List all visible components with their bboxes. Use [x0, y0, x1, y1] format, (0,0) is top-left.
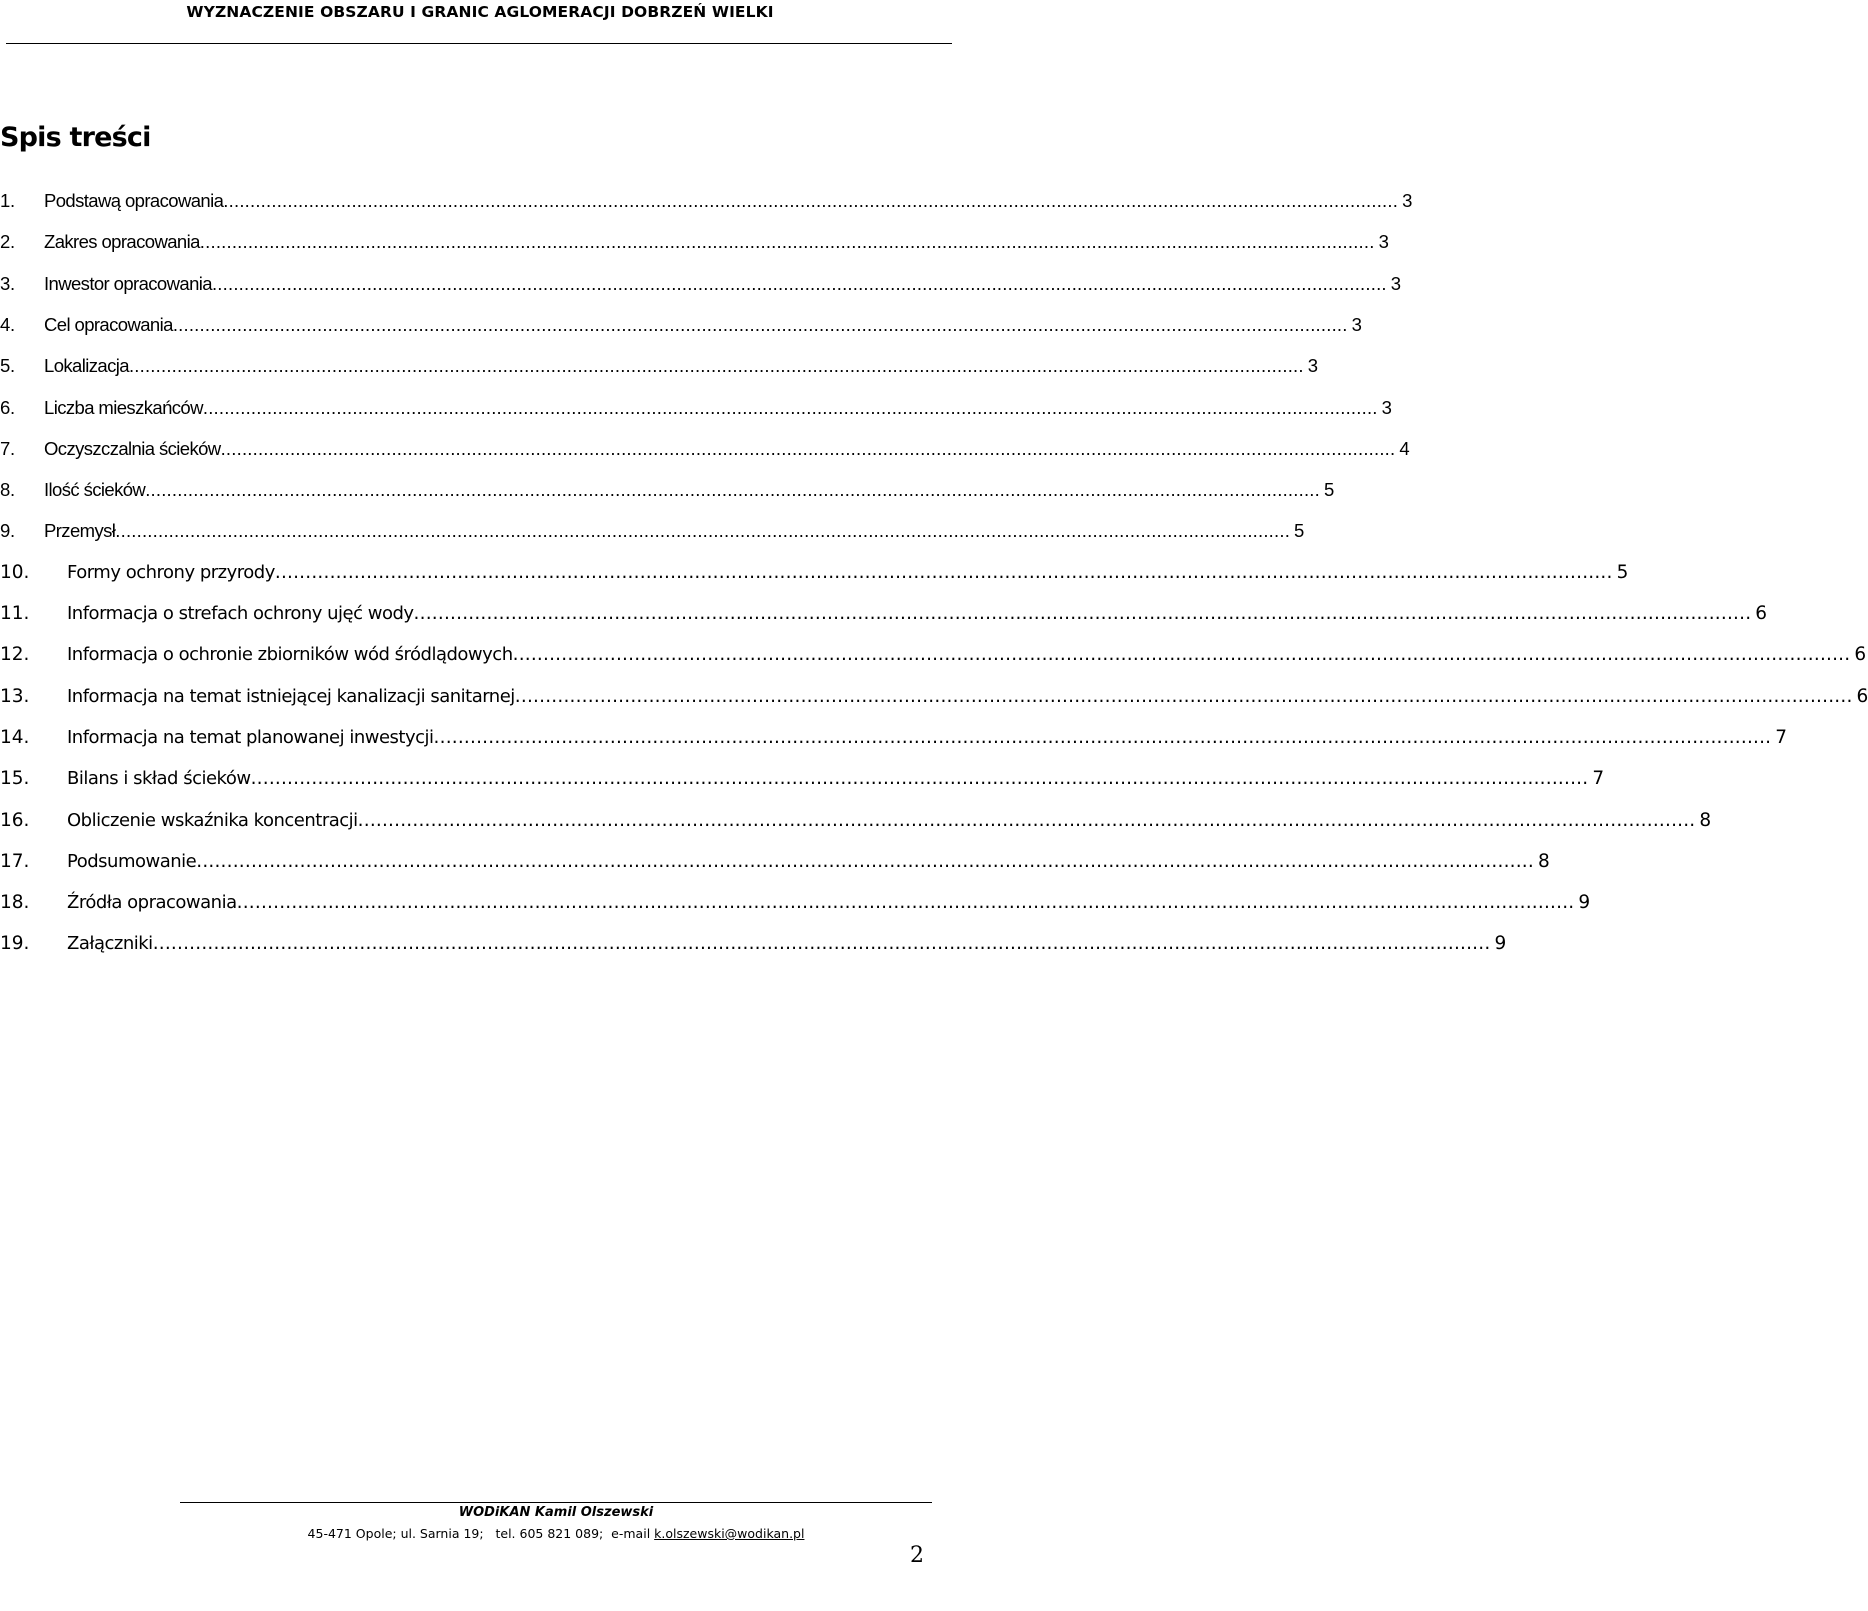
toc-entry-number: 10. — [0, 561, 30, 583]
toc-entry-title: Inwestor opracowania — [44, 272, 212, 294]
toc-heading: Spis treści — [0, 122, 151, 153]
header-divider — [6, 43, 952, 44]
toc-dot-leader: ............................................................................................................................................................................................................................ — [250, 768, 1589, 790]
toc-dot-leader: ............................................................................................................................................................................................................................ — [145, 479, 1320, 501]
toc-entry[interactable] — [0, 685, 1868, 722]
toc-entry-title: Ilość ścieków — [44, 479, 146, 501]
toc-dot-leader: ............................................................................................................................................................................................................................ — [220, 437, 1396, 459]
toc-entry-title: Źródła opracowania — [67, 892, 237, 914]
toc-entry-title: Podsumowanie — [67, 850, 197, 872]
toc-entry-page: 5 — [1294, 520, 1305, 542]
toc-entry-number: 18. — [0, 892, 30, 914]
toc-entry-title: Oczyszczalnia ścieków — [44, 437, 221, 459]
toc-entry-number: 2. — [0, 231, 15, 253]
toc-entry-page: 4 — [1399, 437, 1410, 459]
toc-entry[interactable] — [0, 768, 1605, 804]
toc-entry[interactable] — [0, 603, 1768, 639]
toc-dot-leader: ............................................................................................................................................................................................................................ — [199, 231, 1375, 253]
toc-entry-page: 3 — [1381, 396, 1392, 418]
toc-entry-number: 19. — [0, 933, 30, 955]
toc-entry[interactable] — [0, 231, 1389, 267]
toc-dot-leader: ............................................................................................................................................................................................................................ — [274, 561, 1613, 583]
toc-entry[interactable] — [0, 644, 1867, 680]
toc-entry-number: 12. — [0, 644, 30, 666]
toc-entry-page: 7 — [1775, 726, 1788, 748]
toc-entry-title: Informacja na temat planowanej inwestycji — [67, 726, 434, 748]
toc-entry-page: 9 — [1494, 933, 1507, 955]
toc-dot-leader: ............................................................................................................................................................................................................................ — [223, 190, 1399, 211]
toc-entry-title: Załączniki — [67, 933, 153, 955]
toc-entry-title: Liczba mieszkańców — [44, 396, 203, 418]
toc-entry-title: Formy ochrony przyrody — [67, 561, 275, 583]
toc-dot-leader: ............................................................................................................................................................................................................................ — [357, 809, 1696, 831]
toc-entry[interactable] — [0, 809, 1712, 846]
footer-company-name: WODiKAN Kamil Olszewski — [458, 1505, 654, 1520]
toc-entry-title: Informacja o strefach ochrony ujęć wody — [67, 603, 414, 624]
toc-dot-leader: ............................................................................................................................................................................................................................ — [202, 396, 1378, 418]
toc-entry-number: 3. — [0, 272, 15, 294]
toc-entry[interactable] — [0, 272, 1402, 309]
toc-entry-number: 13. — [0, 685, 30, 707]
toc-entry-number: 7. — [0, 437, 15, 459]
toc-entry-number: 9. — [0, 520, 15, 542]
toc-entry-page: 3 — [1351, 313, 1362, 335]
footer-email-link[interactable]: k.olszewski@wodikan.pl — [654, 1526, 805, 1541]
toc-entry-page: 5 — [1616, 561, 1629, 583]
toc-dot-leader: ............................................................................................................................................................................................................................ — [211, 272, 1387, 294]
toc-entry-page: 3 — [1378, 231, 1389, 253]
toc-entry[interactable] — [0, 933, 1507, 969]
toc-entry[interactable] — [0, 313, 1362, 350]
toc-entry[interactable] — [0, 561, 1629, 598]
toc-entry-title: Podstawą opracowania — [44, 190, 224, 211]
toc-dot-leader: ............................................................................................................................................................................................................................ — [512, 644, 1851, 666]
toc-entry-page: 8 — [1699, 809, 1712, 831]
footer-divider — [180, 1502, 932, 1503]
toc-entry-title: Informacja o ochronie zbiorników wód śródlądowych — [67, 644, 513, 666]
footer-address: 45-471 Opole; ul. Sarnia 19; tel. 605 821 089; e-mail — [307, 1526, 655, 1541]
toc-entry-title: Obliczenie wskaźnika koncentracji — [67, 809, 358, 831]
toc-entry[interactable] — [0, 726, 1788, 763]
toc-entry-title: Informacja na temat istniejącej kanalizacji sanitarnej — [67, 685, 515, 707]
toc-dot-leader: ............................................................................................................................................................................................................................ — [152, 933, 1491, 955]
toc-dot-leader: ............................................................................................................................................................................................................................ — [172, 313, 1348, 335]
footer-contact-line — [180, 1526, 932, 1541]
toc-entry-page: 8 — [1537, 850, 1550, 872]
document-header-title: WYZNACZENIE OBSZARU I GRANIC AGLOMERACJI DOBRZEŃ WIELKI — [186, 3, 774, 21]
toc-entry[interactable] — [0, 892, 1591, 928]
toc-entry-number: 6. — [0, 396, 15, 418]
toc-entry-number: 8. — [0, 479, 15, 501]
toc-entry-page: 9 — [1578, 892, 1591, 914]
toc-entry-page: 7 — [1592, 768, 1605, 790]
toc-entry-page: 3 — [1390, 272, 1402, 294]
toc-entry-title: Lokalizacja — [44, 355, 129, 377]
toc-entry-title: Cel opracowania — [44, 313, 173, 335]
toc-entry-page: 3 — [1402, 190, 1413, 211]
toc-entry-page: 6 — [1755, 603, 1768, 624]
toc-entry-number: 16. — [0, 809, 30, 831]
toc-entry[interactable] — [0, 850, 1550, 887]
toc-entry-number: 1. — [0, 190, 15, 211]
toc-dot-leader: ............................................................................................................................................................................................................................ — [128, 355, 1304, 377]
toc-entry[interactable] — [0, 437, 1410, 474]
toc-entry-number: 5. — [0, 355, 15, 377]
toc-entry[interactable] — [0, 396, 1392, 433]
toc-dot-leader: ............................................................................................................................................................................................................................ — [413, 603, 1752, 624]
toc-dot-leader: ............................................................................................................................................................................................................................ — [433, 726, 1772, 748]
toc-entry-number: 15. — [0, 768, 30, 790]
toc-entry-page: 6 — [1856, 685, 1868, 707]
toc-entry-title: Bilans i skład ścieków — [67, 768, 251, 790]
toc-entry-page: 5 — [1323, 479, 1335, 501]
toc-entry[interactable] — [0, 520, 1305, 556]
toc-entry-number: 14. — [0, 726, 30, 748]
toc-dot-leader: ............................................................................................................................................................................................................................ — [115, 520, 1291, 542]
toc-entry[interactable] — [0, 355, 1319, 391]
toc-entry-page: 3 — [1307, 355, 1319, 377]
toc-entry-number: 11. — [0, 603, 30, 624]
toc-entry[interactable] — [0, 190, 1413, 226]
toc-entry-page: 6 — [1854, 644, 1867, 666]
toc-entry-number: 4. — [0, 313, 15, 335]
toc-dot-leader: ............................................................................................................................................................................................................................ — [514, 685, 1853, 707]
toc-dot-leader: ............................................................................................................................................................................................................................ — [196, 850, 1534, 872]
toc-entry-title: Zakres opracowania — [44, 231, 200, 253]
toc-entry-number: 17. — [0, 850, 30, 872]
page-number: 2 — [910, 1543, 924, 1568]
toc-entry-title: Przemysł — [44, 520, 116, 542]
toc-entry[interactable] — [0, 479, 1335, 515]
toc-dot-leader: ............................................................................................................................................................................................................................ — [236, 892, 1575, 914]
